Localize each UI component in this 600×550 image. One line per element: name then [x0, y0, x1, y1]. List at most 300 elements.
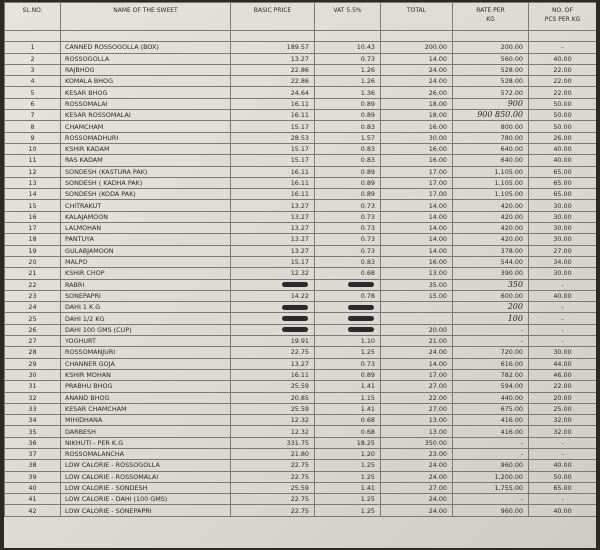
rate-per-kg-cell: 900 850.00	[453, 110, 529, 121]
pcs-per-kg-cell: 65.00	[529, 177, 597, 188]
rate-per-kg-cell: 720.00	[453, 347, 529, 358]
table-row	[5, 223, 597, 234]
table-row	[5, 132, 597, 143]
sl-cell: 4	[5, 76, 61, 87]
pcs-per-kg-cell: 30.00	[529, 223, 597, 234]
basic-price-cell: 22.75	[231, 460, 315, 471]
basic-price-cell: 16.11	[231, 166, 315, 177]
rate-per-kg-cell: 1,105.00	[453, 189, 529, 200]
vat-cell: 18.25	[315, 437, 381, 448]
sweet-name-cell: LOW CALORIE - ROSSOMALAI	[61, 471, 231, 482]
rate-per-kg-cell: 640.00	[453, 143, 529, 154]
pcs-per-kg-cell: -	[529, 324, 597, 335]
table-row	[5, 42, 597, 53]
total-cell: 17.00	[381, 189, 453, 200]
basic-price-cell: 15.17	[231, 256, 315, 267]
total-cell: 350.00	[381, 437, 453, 448]
table-row	[5, 166, 597, 177]
sweet-name-cell: LOW CALORIE - SONEPAPRI	[61, 505, 231, 516]
sl-cell: 36	[5, 437, 61, 448]
sweet-name-cell: PRABHU BHOG	[61, 381, 231, 392]
sweet-name-cell: KESAR BHOG	[61, 87, 231, 98]
sl-cell: 31	[5, 381, 61, 392]
vat-cell: 0.89	[315, 189, 381, 200]
spacer-cell	[453, 31, 529, 42]
basic-price-cell: 13.27	[231, 53, 315, 64]
total-cell: 24.00	[381, 471, 453, 482]
table-row	[5, 403, 597, 414]
total-cell: 14.00	[381, 245, 453, 256]
spacer-cell	[529, 31, 597, 42]
table-row	[5, 200, 597, 211]
basic-price-cell: 13.27	[231, 211, 315, 222]
vat-cell: 1.20	[315, 448, 381, 459]
vat-cell: 1.36	[315, 87, 381, 98]
header-sl-no: SL.NO.	[5, 3, 61, 31]
total-cell: 16.00	[381, 155, 453, 166]
vat-cell: 0.68	[315, 426, 381, 437]
basic-price-cell: 16.11	[231, 189, 315, 200]
table-header	[5, 3, 597, 42]
basic-price-cell: 16.11	[231, 110, 315, 121]
sl-cell: 1	[5, 42, 61, 53]
table-row	[5, 336, 597, 347]
vat-cell: 1.25	[315, 460, 381, 471]
rate-per-kg-cell: 560.00	[453, 53, 529, 64]
total-cell: 23.00	[381, 448, 453, 459]
vat-cell: 0.78	[315, 290, 381, 301]
sl-cell: 12	[5, 166, 61, 177]
sl-cell: 20	[5, 256, 61, 267]
sl-cell: 27	[5, 336, 61, 347]
table-row	[5, 87, 597, 98]
table-row	[5, 494, 597, 505]
pcs-per-kg-cell: 40.00	[529, 155, 597, 166]
basic-price-cell: 16.11	[231, 369, 315, 380]
total-cell: 13.00	[381, 415, 453, 426]
rate-per-kg-cell: 600.00	[453, 290, 529, 301]
sweet-name-cell: YOGHURT	[61, 336, 231, 347]
pcs-per-kg-cell: 26.00	[529, 132, 597, 143]
vat-cell	[315, 313, 381, 324]
pcs-per-kg-cell: 40.00	[529, 505, 597, 516]
pcs-per-kg-cell: -	[529, 42, 597, 53]
ink-scribble	[282, 282, 308, 287]
pcs-per-kg-cell: 65.00	[529, 482, 597, 493]
total-cell: 16.00	[381, 256, 453, 267]
basic-price-cell: 28.53	[231, 132, 315, 143]
basic-price-cell: 22.86	[231, 64, 315, 75]
basic-price-cell: 13.27	[231, 245, 315, 256]
pcs-per-kg-cell: -	[529, 437, 597, 448]
pcs-per-kg-cell: 40.00	[529, 53, 597, 64]
table-row	[5, 121, 597, 132]
vat-cell: 0.89	[315, 98, 381, 109]
rate-per-kg-cell: 390.00	[453, 268, 529, 279]
pcs-per-kg-cell: 44.00	[529, 358, 597, 369]
total-cell: 15.00	[381, 290, 453, 301]
rate-per-kg-cell: 416.00	[453, 426, 529, 437]
rate-per-kg-cell: -	[453, 494, 529, 505]
basic-price-cell: 16.11	[231, 98, 315, 109]
rate-per-kg-cell: 528.00	[453, 76, 529, 87]
sl-cell: 16	[5, 211, 61, 222]
vat-cell: 1.26	[315, 76, 381, 87]
table-row	[5, 313, 597, 324]
sweet-name-cell: CHAMCHAM	[61, 121, 231, 132]
pcs-per-kg-cell: 22.00	[529, 64, 597, 75]
total-cell: 200.00	[381, 42, 453, 53]
rate-per-kg-cell: 800.00	[453, 121, 529, 132]
pcs-per-kg-cell: 65.00	[529, 189, 597, 200]
sl-cell: 41	[5, 494, 61, 505]
total-cell: 14.00	[381, 358, 453, 369]
sweet-name-cell: KSHIR KADAM	[61, 143, 231, 154]
sweet-name-cell: SONDESH ( KADHA PAK)	[61, 177, 231, 188]
total-cell: 24.00	[381, 494, 453, 505]
pcs-per-kg-cell: -	[529, 336, 597, 347]
pcs-per-kg-cell: 32.00	[529, 415, 597, 426]
total-cell: 35.00	[381, 279, 453, 290]
rate-per-kg-cell: 1,200.00	[453, 471, 529, 482]
sl-cell: 39	[5, 471, 61, 482]
spacer-cell	[61, 31, 231, 42]
sweet-name-cell: ROSSOMALAI	[61, 98, 231, 109]
total-cell: 24.00	[381, 505, 453, 516]
sweet-name-cell: NIKHUTI - PER K.G	[61, 437, 231, 448]
sl-cell: 38	[5, 460, 61, 471]
total-cell: 17.00	[381, 166, 453, 177]
pcs-per-kg-cell: 30.00	[529, 200, 597, 211]
sweet-name-cell: ROSSOMANJURI	[61, 347, 231, 358]
rate-per-kg-cell: 544.00	[453, 256, 529, 267]
rate-per-kg-cell: 1,105.00	[453, 166, 529, 177]
pcs-per-kg-cell: 30.00	[529, 211, 597, 222]
vat-cell: 0.73	[315, 358, 381, 369]
rate-per-kg-cell: 420.00	[453, 234, 529, 245]
basic-price-cell: 20.85	[231, 392, 315, 403]
sweet-name-cell: GULABJAMOON	[61, 245, 231, 256]
pcs-per-kg-cell: 32.00	[529, 426, 597, 437]
pcs-per-kg-cell: 50.00	[529, 98, 597, 109]
vat-cell: 0.73	[315, 211, 381, 222]
vat-cell: 0.89	[315, 369, 381, 380]
pcs-per-kg-cell: -	[529, 494, 597, 505]
rate-per-kg-cell: 378.00	[453, 245, 529, 256]
header-pcs-per-kg	[529, 3, 597, 31]
vat-cell: 0.83	[315, 121, 381, 132]
ink-scribble	[282, 305, 308, 310]
vat-cell: 1.10	[315, 336, 381, 347]
spacer-cell	[5, 31, 61, 42]
vat-cell: 0.73	[315, 245, 381, 256]
table-row	[5, 245, 597, 256]
table-row	[5, 189, 597, 200]
ink-scribble	[348, 305, 374, 310]
total-cell: 14.00	[381, 234, 453, 245]
vat-cell: 10.43	[315, 42, 381, 53]
total-cell: 24.00	[381, 347, 453, 358]
sweet-name-cell: MALPO	[61, 256, 231, 267]
basic-price-cell: 25.59	[231, 403, 315, 414]
header-rate-per-kg	[453, 3, 529, 31]
table-row	[5, 234, 597, 245]
sl-cell: 25	[5, 313, 61, 324]
total-cell: 14.00	[381, 53, 453, 64]
sl-cell: 26	[5, 324, 61, 335]
vat-cell: 0.83	[315, 155, 381, 166]
pcs-per-kg-cell: 50.00	[529, 471, 597, 482]
header-basic-price: BASIC PRICE	[231, 3, 315, 31]
basic-price-cell: 25.59	[231, 381, 315, 392]
rate-per-kg-cell: 440.00	[453, 392, 529, 403]
table-row	[5, 358, 597, 369]
sl-cell: 19	[5, 245, 61, 256]
basic-price-cell: 24.64	[231, 87, 315, 98]
sweet-name-cell: KSHIR MOHAN	[61, 369, 231, 380]
pcs-per-kg-cell: 65.00	[529, 166, 597, 177]
vat-cell: 1.26	[315, 64, 381, 75]
sweet-name-cell: DAHI 1 K.G	[61, 302, 231, 313]
spacer-cell	[381, 31, 453, 42]
table-row	[5, 98, 597, 109]
spacer-cell	[231, 31, 315, 42]
pcs-per-kg-cell: 30.00	[529, 347, 597, 358]
sl-cell: 22	[5, 279, 61, 290]
pcs-per-kg-cell: 34.00	[529, 256, 597, 267]
sl-cell: 10	[5, 143, 61, 154]
basic-price-cell: 22.75	[231, 494, 315, 505]
ink-scribble	[282, 327, 308, 332]
total-cell: 30.00	[381, 132, 453, 143]
sl-cell: 35	[5, 426, 61, 437]
pcs-per-kg-cell: 22.00	[529, 76, 597, 87]
total-cell: 13.00	[381, 268, 453, 279]
table-row	[5, 302, 597, 313]
basic-price-cell: 16.11	[231, 177, 315, 188]
table-row	[5, 268, 597, 279]
sweet-name-cell: CHITRAKUT	[61, 200, 231, 211]
basic-price-cell: 12.32	[231, 426, 315, 437]
total-cell: 27.00	[381, 381, 453, 392]
basic-price-cell: 21.80	[231, 448, 315, 459]
sweet-name-cell: KOMALA BHOG	[61, 76, 231, 87]
ink-scribble	[348, 316, 374, 321]
vat-cell	[315, 279, 381, 290]
rate-per-kg-cell: 960.00	[453, 460, 529, 471]
vat-cell: 0.68	[315, 415, 381, 426]
sl-cell: 37	[5, 448, 61, 459]
sweet-name-cell: CANNED ROSSOGOLLA (BOX)	[61, 42, 231, 53]
sweet-name-cell: ROSSOMALANCHA	[61, 448, 231, 459]
rate-per-kg-cell: 420.00	[453, 211, 529, 222]
rate-per-kg-cell: -	[453, 324, 529, 335]
basic-price-cell: 22.75	[231, 505, 315, 516]
header-rate-line2: KG	[486, 16, 495, 23]
sweet-name-cell: KALAJAMOON	[61, 211, 231, 222]
sweet-name-cell: SONDESH (KASTURA PAK)	[61, 166, 231, 177]
sl-cell: 42	[5, 505, 61, 516]
basic-price-cell	[231, 324, 315, 335]
pcs-per-kg-cell: 25.00	[529, 403, 597, 414]
table-row	[5, 437, 597, 448]
sweet-name-cell: KESAR CHAMCHAM	[61, 403, 231, 414]
basic-price-cell: 13.27	[231, 358, 315, 369]
vat-cell: 0.89	[315, 110, 381, 121]
sl-cell: 30	[5, 369, 61, 380]
rate-per-kg-cell: 200	[453, 302, 529, 313]
basic-price-cell: 14.22	[231, 290, 315, 301]
sl-cell: 11	[5, 155, 61, 166]
pcs-per-kg-cell: 50.00	[529, 121, 597, 132]
total-cell: 24.00	[381, 76, 453, 87]
sl-cell: 2	[5, 53, 61, 64]
sweet-name-cell: KSHIR CHOP	[61, 268, 231, 279]
basic-price-cell: 12.32	[231, 415, 315, 426]
vat-cell: 0.73	[315, 234, 381, 245]
pcs-per-kg-cell: -	[529, 302, 597, 313]
table-row	[5, 392, 597, 403]
rate-per-kg-cell: 528.00	[453, 64, 529, 75]
sl-cell: 15	[5, 200, 61, 211]
table-row	[5, 460, 597, 471]
basic-price-cell	[231, 279, 315, 290]
sl-cell: 21	[5, 268, 61, 279]
table-row	[5, 448, 597, 459]
sl-cell: 28	[5, 347, 61, 358]
ink-scribble	[282, 316, 308, 321]
pcs-per-kg-cell: 40.00	[529, 460, 597, 471]
sl-cell: 13	[5, 177, 61, 188]
vat-cell: 1.57	[315, 132, 381, 143]
total-cell: 24.00	[381, 460, 453, 471]
rate-per-kg-cell: 350	[453, 279, 529, 290]
pcs-per-kg-cell: 40.00	[529, 290, 597, 301]
vat-cell: 0.73	[315, 200, 381, 211]
table-row	[5, 347, 597, 358]
basic-price-cell: 189.57	[231, 42, 315, 53]
header-total: TOTAL	[381, 3, 453, 31]
sl-cell: 40	[5, 482, 61, 493]
table-row	[5, 415, 597, 426]
basic-price-cell: 12.32	[231, 268, 315, 279]
sweet-name-cell: RAS KADAM	[61, 155, 231, 166]
total-cell: 21.00	[381, 336, 453, 347]
total-cell: 18.00	[381, 98, 453, 109]
table-row	[5, 369, 597, 380]
total-cell: 24.00	[381, 64, 453, 75]
rate-per-kg-cell: 200.00	[453, 42, 529, 53]
sweet-name-cell: KESAR ROSSOMALAI	[61, 110, 231, 121]
basic-price-cell: 13.27	[231, 200, 315, 211]
pcs-per-kg-cell: 22.00	[529, 381, 597, 392]
table-row	[5, 211, 597, 222]
sweet-name-cell: RABRI	[61, 279, 231, 290]
vat-cell: 1.25	[315, 494, 381, 505]
pcs-per-kg-cell: 22.00	[529, 87, 597, 98]
vat-cell	[315, 324, 381, 335]
sl-cell: 7	[5, 110, 61, 121]
basic-price-cell: 15.17	[231, 143, 315, 154]
header-sweet-name: NAME OF THE SWEET	[61, 3, 231, 31]
sl-cell: 8	[5, 121, 61, 132]
rate-per-kg-cell: 420.00	[453, 223, 529, 234]
sl-cell: 23	[5, 290, 61, 301]
basic-price-cell: 15.17	[231, 121, 315, 132]
pcs-per-kg-cell: -	[529, 448, 597, 459]
pcs-per-kg-cell: 30.00	[529, 234, 597, 245]
rate-per-kg-cell: 1,105.00	[453, 177, 529, 188]
table-row	[5, 177, 597, 188]
sweet-name-cell: LOW CALORIE - ROSSOGOLLA	[61, 460, 231, 471]
rate-per-kg-cell: 594.00	[453, 381, 529, 392]
basic-price-cell: 22.75	[231, 347, 315, 358]
sweet-name-cell: ROSSOGOLLA	[61, 53, 231, 64]
pcs-per-kg-cell: 20.00	[529, 392, 597, 403]
sl-cell: 33	[5, 403, 61, 414]
sl-cell: 9	[5, 132, 61, 143]
header-pcs-line2: PCS PER KG	[544, 16, 581, 23]
vat-cell: 1.25	[315, 505, 381, 516]
total-cell	[381, 302, 453, 313]
basic-price-cell: 19.91	[231, 336, 315, 347]
basic-price-cell: 22.86	[231, 76, 315, 87]
vat-cell: 1.15	[315, 392, 381, 403]
total-cell: 17.00	[381, 369, 453, 380]
sweet-name-cell: RAJBHOG	[61, 64, 231, 75]
total-cell: 14.00	[381, 223, 453, 234]
sl-cell: 3	[5, 64, 61, 75]
table-row	[5, 53, 597, 64]
total-cell: 14.00	[381, 200, 453, 211]
basic-price-cell: 13.27	[231, 223, 315, 234]
table-row	[5, 290, 597, 301]
rate-per-kg-cell: 420.00	[453, 200, 529, 211]
sweet-name-cell: DAHI 1/2 KG	[61, 313, 231, 324]
sweet-price-table	[4, 2, 596, 517]
table-row	[5, 505, 597, 516]
vat-cell: 1.41	[315, 403, 381, 414]
table-row	[5, 471, 597, 482]
total-cell: 27.00	[381, 403, 453, 414]
basic-price-cell: 15.17	[231, 155, 315, 166]
header-rate-line1: RATE PER	[476, 7, 505, 14]
total-cell	[381, 313, 453, 324]
vat-cell: 0.68	[315, 268, 381, 279]
rate-per-kg-cell: -	[453, 448, 529, 459]
rate-per-kg-cell: 675.00	[453, 403, 529, 414]
vat-cell: 0.83	[315, 256, 381, 267]
rate-per-kg-cell: 782.00	[453, 369, 529, 380]
pcs-per-kg-cell: 40.00	[529, 143, 597, 154]
sweet-name-cell: LALMOHAN	[61, 223, 231, 234]
vat-cell: 1.25	[315, 347, 381, 358]
rate-per-kg-cell: 900	[453, 98, 529, 109]
sweet-name-cell: CHANNER GOJA	[61, 358, 231, 369]
table-row	[5, 155, 597, 166]
table-body	[5, 42, 597, 516]
ink-scribble	[348, 327, 374, 332]
vat-cell: 1.25	[315, 471, 381, 482]
sweet-name-cell: SONEPAPRI	[61, 290, 231, 301]
rate-per-kg-cell: 100	[453, 313, 529, 324]
table-row	[5, 279, 597, 290]
sl-cell: 24	[5, 302, 61, 313]
rate-per-kg-cell: 416.00	[453, 415, 529, 426]
pcs-per-kg-cell: 27.00	[529, 245, 597, 256]
sl-cell: 5	[5, 87, 61, 98]
pcs-per-kg-cell: -	[529, 279, 597, 290]
